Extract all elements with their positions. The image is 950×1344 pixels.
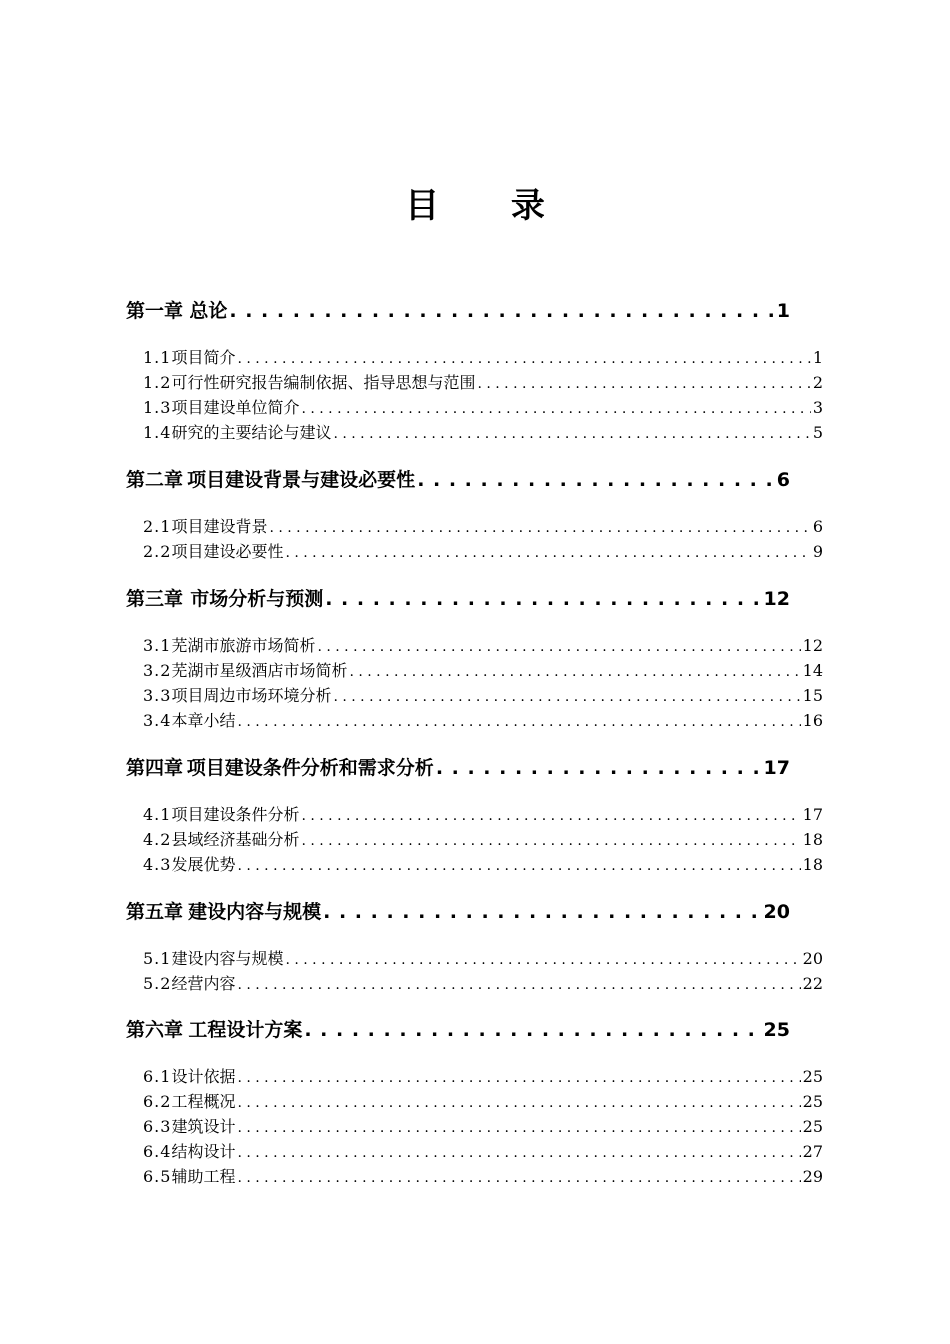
chapter-number: 第三章 xyxy=(126,588,184,610)
section-page-number: 15 xyxy=(802,686,823,705)
section-page-number: 25 xyxy=(802,1067,823,1086)
section-title: 建设内容与规模 xyxy=(171,949,284,968)
leader-dots xyxy=(237,348,810,367)
toc-section-6-5[interactable] xyxy=(143,1164,823,1188)
leader-dots xyxy=(323,901,761,923)
section-number: 2.1 xyxy=(143,517,172,536)
leader-dots xyxy=(237,711,800,730)
leader-dots xyxy=(285,542,810,561)
section-page-number: 27 xyxy=(802,1142,823,1161)
leader-dots xyxy=(301,398,810,417)
section-number: 4.3 xyxy=(143,855,172,874)
chapter-number: 第四章 xyxy=(126,757,184,779)
chapter-title: 项目建设条件分析和需求分析 xyxy=(186,757,434,779)
section-page-number: 18 xyxy=(802,830,823,849)
toc-chapter-5[interactable] xyxy=(126,897,790,927)
leader-dots xyxy=(301,805,800,824)
section-number: 6.1 xyxy=(143,1067,172,1086)
section-number: 5.1 xyxy=(143,949,172,968)
toc-chapter-4[interactable] xyxy=(126,753,790,783)
chapter-number: 第一章 xyxy=(126,300,184,322)
toc-section-4-2[interactable] xyxy=(143,827,823,851)
leader-dots xyxy=(237,1067,800,1086)
section-page-number: 12 xyxy=(802,636,823,655)
section-title: 项目建设单位简介 xyxy=(171,398,300,417)
section-title: 项目建设必要性 xyxy=(171,542,284,561)
leader-dots xyxy=(285,949,800,968)
section-page-number: 18 xyxy=(802,855,823,874)
section-page-number: 16 xyxy=(802,711,823,730)
leader-dots xyxy=(417,469,775,491)
leader-dots xyxy=(477,373,810,392)
leader-dots xyxy=(237,855,800,874)
section-page-number: 9 xyxy=(812,542,823,561)
leader-dots xyxy=(317,636,800,655)
toc-section-5-2[interactable] xyxy=(143,971,823,995)
chapter-page-number: 20 xyxy=(763,901,790,923)
section-page-number: 2 xyxy=(812,373,823,392)
leader-dots xyxy=(333,686,800,705)
leader-dots xyxy=(229,300,774,322)
toc-section-6-2[interactable] xyxy=(143,1089,823,1113)
leader-dots xyxy=(237,1142,800,1161)
toc-section-3-2[interactable] xyxy=(143,658,823,682)
section-number: 6.4 xyxy=(143,1142,172,1161)
leader-dots xyxy=(436,757,762,779)
section-number: 1.1 xyxy=(143,348,172,367)
toc-section-6-3[interactable] xyxy=(143,1114,823,1138)
section-number: 5.2 xyxy=(143,974,172,993)
toc-section-4-3[interactable] xyxy=(143,852,823,876)
chapter-number: 第六章 xyxy=(126,1019,184,1041)
section-title: 项目简介 xyxy=(171,348,236,367)
leader-dots xyxy=(349,661,800,680)
toc-section-3-4[interactable] xyxy=(143,708,823,732)
leader-dots xyxy=(333,423,810,442)
section-page-number: 5 xyxy=(812,423,823,442)
chapter-page-number: 12 xyxy=(763,588,790,610)
section-title: 芜湖市星级酒店市场简析 xyxy=(171,661,348,680)
section-page-number: 1 xyxy=(812,348,823,367)
section-page-number: 14 xyxy=(802,661,823,680)
toc-chapter-1[interactable] xyxy=(126,296,790,326)
toc-section-5-1[interactable] xyxy=(143,946,823,970)
section-title: 研究的主要结论与建议 xyxy=(171,423,332,442)
leader-dots xyxy=(325,588,761,610)
section-number: 2.2 xyxy=(143,542,172,561)
toc-section-3-3[interactable] xyxy=(143,683,823,707)
section-title: 本章小结 xyxy=(171,711,236,730)
section-number: 6.2 xyxy=(143,1092,172,1111)
section-number: 1.4 xyxy=(143,423,172,442)
chapter-page-number: 25 xyxy=(763,1019,790,1041)
toc-section-3-1[interactable] xyxy=(143,633,823,657)
toc-chapter-3[interactable] xyxy=(126,584,790,614)
chapter-page-number: 1 xyxy=(776,300,790,322)
chapter-number: 第五章 xyxy=(126,901,184,923)
section-page-number: 22 xyxy=(802,974,823,993)
section-page-number: 20 xyxy=(802,949,823,968)
toc-section-1-4[interactable] xyxy=(143,420,823,444)
leader-dots xyxy=(269,517,810,536)
section-title: 可行性研究报告编制依据、指导思想与范围 xyxy=(171,373,476,392)
toc-section-2-2[interactable] xyxy=(143,539,823,563)
toc-section-2-1[interactable] xyxy=(143,514,823,538)
toc-chapter-6[interactable] xyxy=(126,1015,790,1045)
section-number: 3.3 xyxy=(143,686,172,705)
section-number: 1.3 xyxy=(143,398,172,417)
section-page-number: 17 xyxy=(802,805,823,824)
leader-dots xyxy=(237,1117,800,1136)
section-page-number: 29 xyxy=(802,1167,823,1186)
chapter-page-number: 17 xyxy=(763,757,790,779)
section-number: 4.1 xyxy=(143,805,172,824)
leader-dots xyxy=(301,830,800,849)
chapter-page-number: 6 xyxy=(776,469,790,491)
section-title: 芜湖市旅游市场简析 xyxy=(171,636,316,655)
section-title: 发展优势 xyxy=(171,855,236,874)
toc-section-1-1[interactable] xyxy=(143,345,823,369)
toc-section-4-1[interactable] xyxy=(143,802,823,826)
section-title: 县域经济基础分析 xyxy=(171,830,300,849)
leader-dots xyxy=(237,1167,800,1186)
page-title: 目 录 xyxy=(405,186,575,226)
section-number: 1.2 xyxy=(143,373,172,392)
toc-chapter-2[interactable] xyxy=(126,465,790,495)
leader-dots xyxy=(237,974,800,993)
toc-section-6-1[interactable] xyxy=(143,1064,823,1088)
section-page-number: 3 xyxy=(812,398,823,417)
section-title: 结构设计 xyxy=(171,1142,236,1161)
chapter-title: 项目建设背景与建设必要性 xyxy=(187,469,416,491)
section-number: 3.2 xyxy=(143,661,172,680)
section-title: 项目建设背景 xyxy=(171,517,268,536)
section-page-number: 6 xyxy=(812,517,823,536)
section-title: 设计依据 xyxy=(171,1067,236,1086)
chapter-title: 市场分析与预测 xyxy=(190,588,324,610)
leader-dots xyxy=(304,1019,761,1041)
chapter-title: 总论 xyxy=(189,300,228,322)
section-number: 3.4 xyxy=(143,711,172,730)
toc-section-1-2[interactable] xyxy=(143,370,823,394)
toc-section-6-4[interactable] xyxy=(143,1139,823,1163)
section-title: 项目建设条件分析 xyxy=(171,805,300,824)
section-number: 4.2 xyxy=(143,830,172,849)
section-page-number: 25 xyxy=(802,1092,823,1111)
section-page-number: 25 xyxy=(802,1117,823,1136)
section-title: 建筑设计 xyxy=(171,1117,236,1136)
section-title: 经营内容 xyxy=(171,974,236,993)
section-title: 辅助工程 xyxy=(171,1167,236,1186)
section-title: 项目周边市场环境分析 xyxy=(171,686,332,705)
section-title: 工程概况 xyxy=(171,1092,236,1111)
chapter-number: 第二章 xyxy=(126,469,184,491)
toc-section-1-3[interactable] xyxy=(143,395,823,419)
chapter-title: 工程设计方案 xyxy=(188,1019,303,1041)
section-number: 3.1 xyxy=(143,636,172,655)
section-number: 6.5 xyxy=(143,1167,172,1186)
chapter-title: 建设内容与规模 xyxy=(188,901,322,923)
section-number: 6.3 xyxy=(143,1117,172,1136)
leader-dots xyxy=(237,1092,800,1111)
